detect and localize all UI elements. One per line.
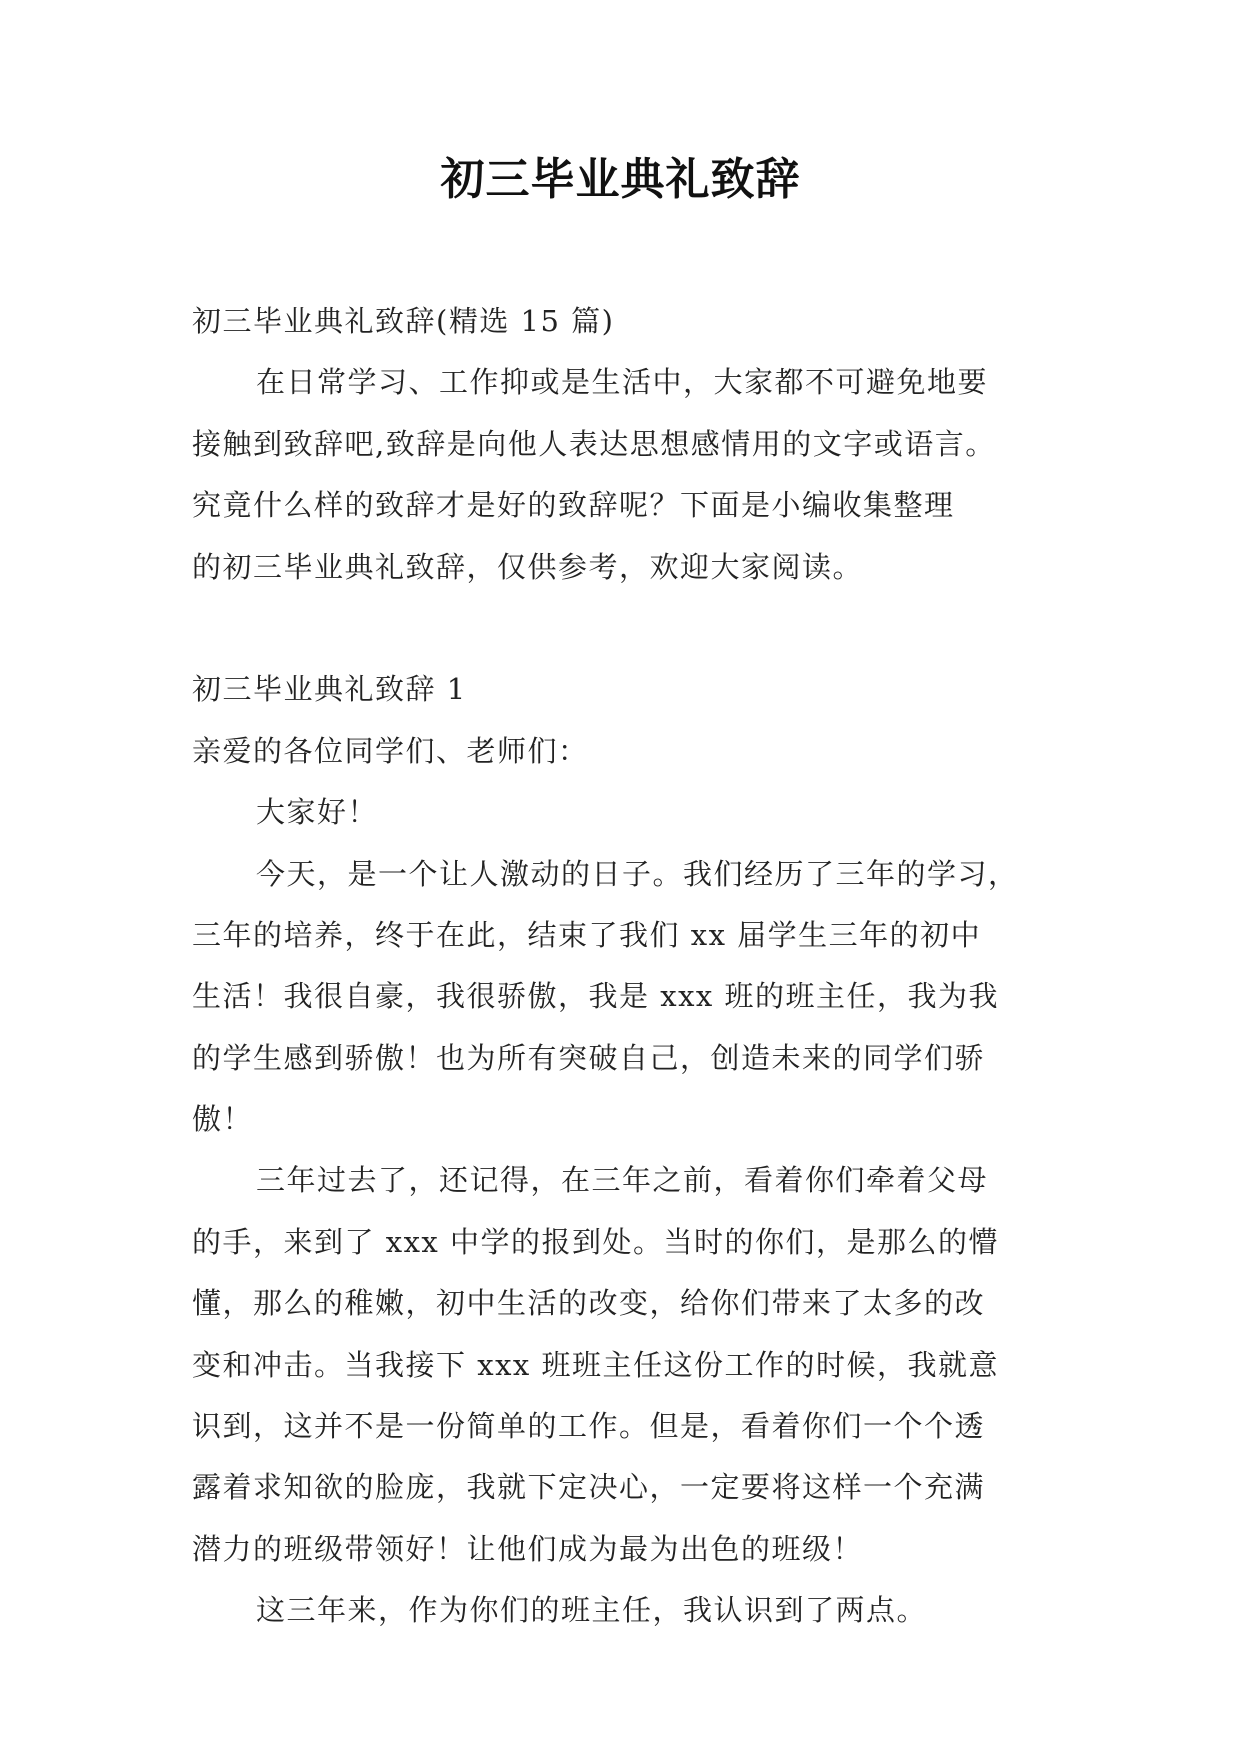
text-line: 潜力的班级带领好！让他们成为最为出色的班级！	[192, 1531, 864, 1566]
text-line: 究竟什么样的致辞才是好的致辞呢？下面是小编收集整理	[192, 488, 955, 523]
text-line: 露着求知欲的脸庞，我就下定决心，一定要将这样一个充满	[192, 1470, 986, 1505]
text-line: 生活！我很自豪，我很骄傲，我是 xxx 班的班主任，我为我	[192, 979, 1000, 1014]
text-line: 这三年来，作为你们的班主任，我认识到了两点。	[256, 1593, 928, 1628]
text-line: 的手，来到了 xxx 中学的报到处。当时的你们，是那么的懵	[192, 1224, 1000, 1259]
text-line: 在日常学习、工作抑或是生活中，大家都不可避免地要	[256, 365, 989, 400]
text-line: 变和冲击。当我接下 xxx 班班主任这份工作的时候，我就意	[192, 1347, 1000, 1382]
text-line: 大家好！	[256, 795, 379, 830]
text-line: 亲爱的各位同学们、老师们：	[192, 733, 589, 768]
text-line: 三年过去了，还记得，在三年之前，看着你们牵着父母	[256, 1163, 989, 1198]
text-line: 接触到致辞吧,致辞是向他人表达思想感情用的文字或语言。	[192, 426, 996, 461]
document-body	[192, 291, 1062, 1642]
text-line: 三年的培养，终于在此，结束了我们 xx 届学生三年的初中	[192, 917, 982, 952]
text-line: 傲！	[192, 1102, 254, 1137]
text-line: 初三毕业典礼致辞 1	[192, 672, 467, 707]
text-line: 初三毕业典礼致辞(精选 15 篇)	[192, 304, 615, 338]
text-line: 今天，是一个让人激动的日子。我们经历了三年的学习，	[256, 856, 1019, 891]
text-line: 的初三毕业典礼致辞，仅供参考，欢迎大家阅读。	[192, 549, 864, 584]
paragraph-spacer	[192, 598, 1062, 659]
text-line: 懂，那么的稚嫩，初中生活的改变，给你们带来了太多的改	[192, 1286, 986, 1321]
text-line: 识到，这并不是一份简单的工作。但是，看着你们一个个透	[192, 1409, 986, 1444]
document-title: 初三毕业典礼致辞	[440, 154, 801, 205]
text-line: 的学生感到骄傲！也为所有突破自己，创造未来的同学们骄	[192, 1040, 986, 1075]
